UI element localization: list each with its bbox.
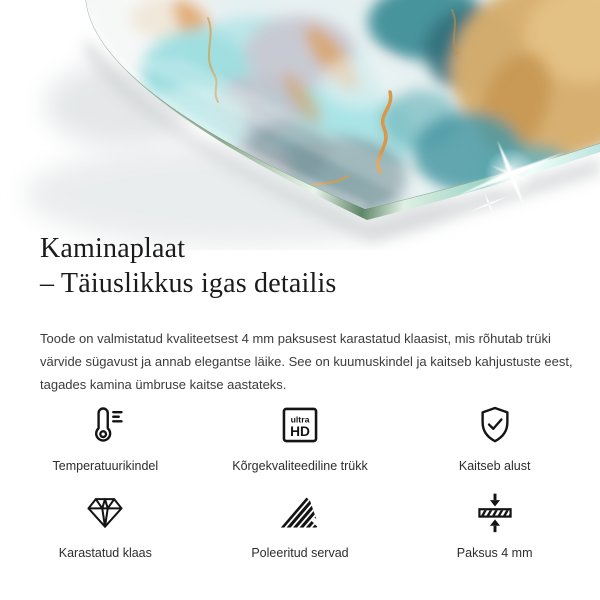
feature-label: Temperatuurikindel — [52, 459, 159, 473]
feature-protects-base — [397, 402, 592, 473]
feature-polished-edges — [203, 489, 398, 560]
feature-label: Poleeritud servad — [251, 546, 349, 560]
feature-label: Paksus 4 mm — [456, 546, 533, 560]
feature-thickness — [397, 489, 592, 560]
polished-edges-icon — [277, 489, 323, 535]
feature-tempered-glass — [8, 489, 203, 560]
feature-label: Karastatud klaas — [58, 546, 152, 560]
thermometer-icon — [82, 402, 128, 448]
title-line-1: Kaminaplaat — [40, 233, 186, 264]
thickness-icon — [472, 489, 518, 535]
shield-check-icon — [472, 402, 518, 448]
feature-label: Kaitseb alust — [458, 459, 531, 473]
page-title — [40, 231, 337, 301]
feature-label: Kõrgekvaliteediline trükk — [232, 459, 368, 473]
feature-print-quality — [203, 402, 398, 473]
svg-text:HD: HD — [290, 424, 310, 439]
ultra-hd-icon — [277, 402, 323, 448]
diamond-icon — [82, 489, 128, 535]
title-line-2: – Täiuslikkus igas detailis — [40, 268, 337, 299]
feature-temperature — [8, 402, 203, 473]
svg-text:ultra: ultra — [290, 414, 310, 425]
product-description: Toode on valmistatud kvaliteetsest 4 mm paksusest karastatud klaasist, mis rõhutab trüki värvide sügavust ja annab elegantse läike. See on kuumuskindel ja kaitseb kahjustuste eest, tagades kamina ümbruse kaitse aastateks. — [40, 331, 573, 392]
feature-grid — [8, 402, 592, 560]
product-hero-image — [0, 0, 600, 250]
